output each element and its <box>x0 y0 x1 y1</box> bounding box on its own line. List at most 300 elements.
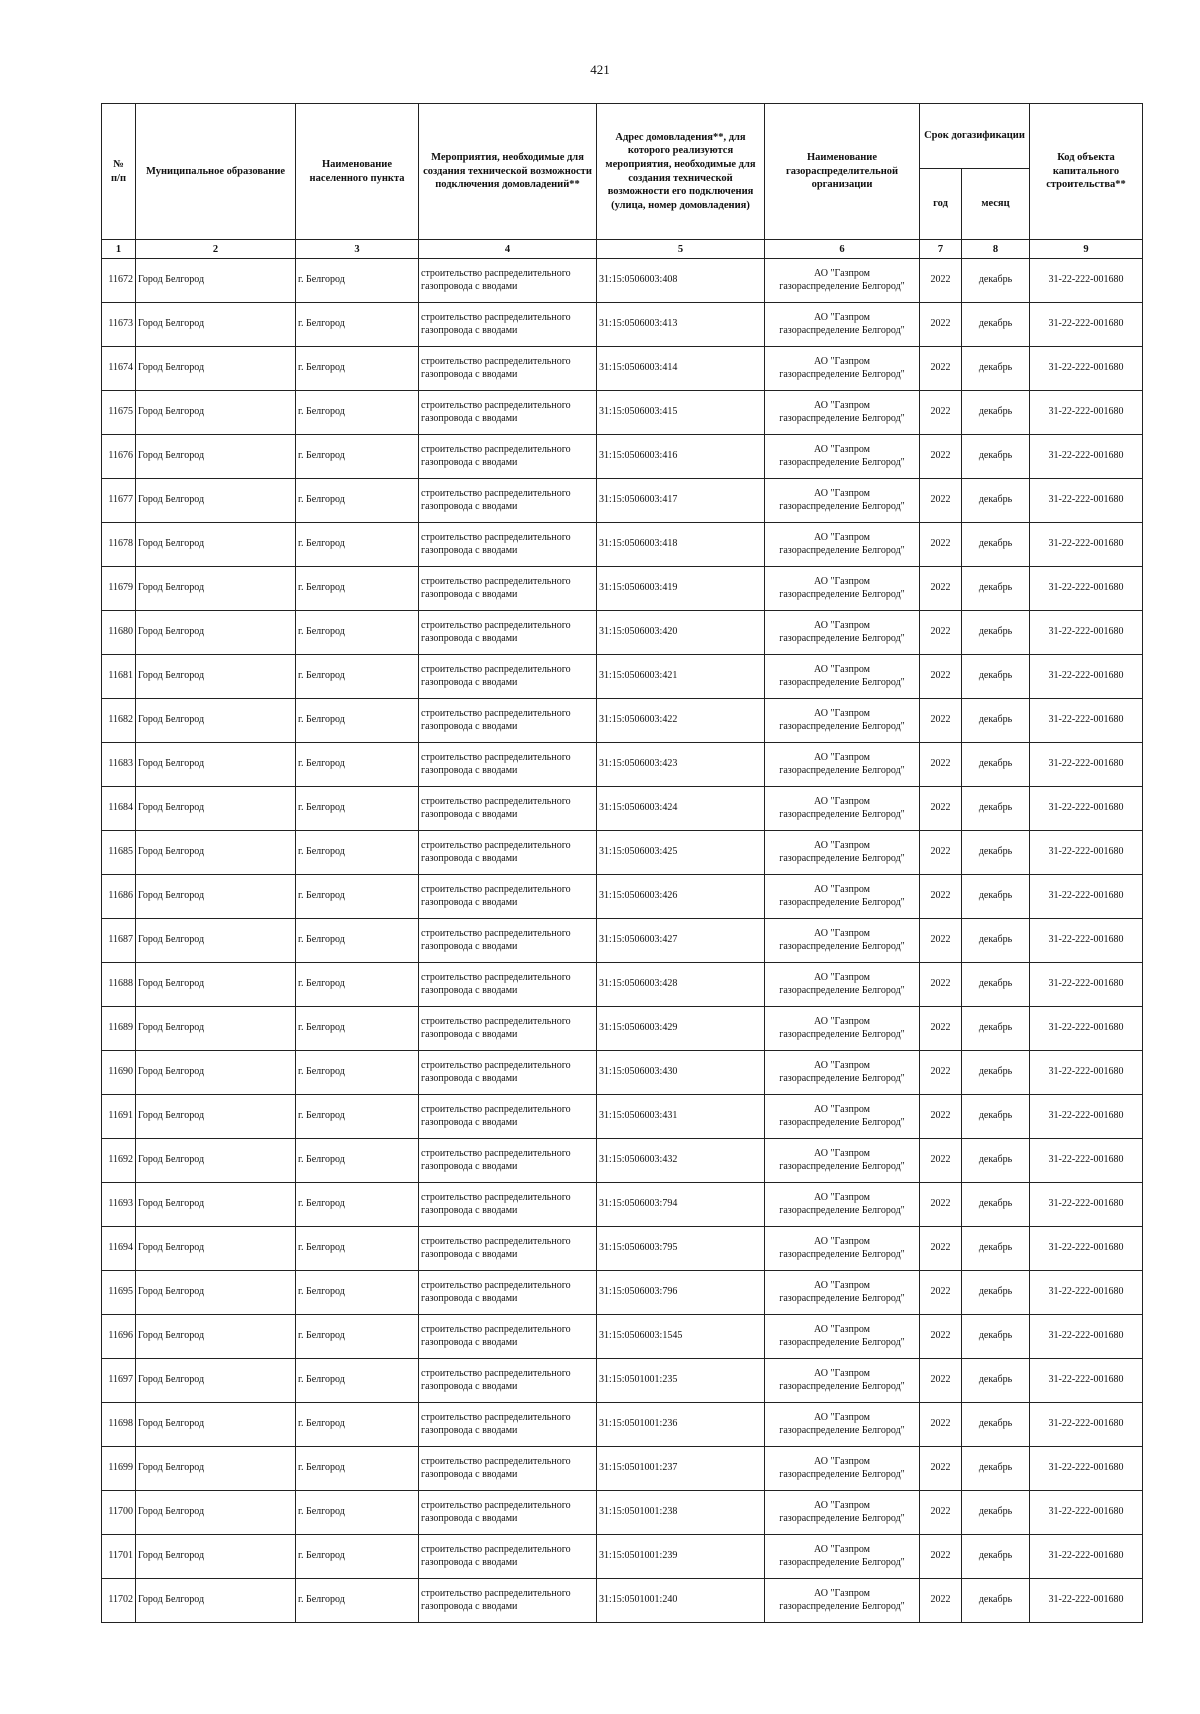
row-code: 31-22-222-001680 <box>1030 1139 1143 1183</box>
row-locality: г. Белгород <box>296 1007 419 1051</box>
row-locality: г. Белгород <box>296 435 419 479</box>
column-number: 9 <box>1030 240 1143 259</box>
column-numbers-row <box>102 240 1143 259</box>
row-code: 31-22-222-001680 <box>1030 1227 1143 1271</box>
row-measure <box>419 963 597 1007</box>
row-locality: г. Белгород <box>296 699 419 743</box>
header-month: месяц <box>962 169 1030 240</box>
row-address: 31:15:0506003:418 <box>597 523 765 567</box>
row-gas-org-line-2: газораспределение Белгород" <box>779 1160 905 1172</box>
row-measure <box>419 259 597 303</box>
row-measure-line-1: строительство распределительного <box>421 1500 571 1511</box>
row-number: 11702 <box>102 1579 136 1623</box>
row-address: 31:15:0501001:239 <box>597 1535 765 1579</box>
row-number: 11701 <box>102 1535 136 1579</box>
row-measure-line-2: газопровода с вводами <box>421 1468 518 1480</box>
row-code: 31-22-222-001680 <box>1030 787 1143 831</box>
row-gas-org <box>765 1403 920 1447</box>
row-gas-org-line-1: АО "Газпром <box>814 1500 870 1511</box>
row-month: декабрь <box>962 259 1030 303</box>
row-measure-line-1: строительство распределительного <box>421 972 571 983</box>
row-address: 31:15:0501001:235 <box>597 1359 765 1403</box>
row-number: 11697 <box>102 1359 136 1403</box>
row-month: декабрь <box>962 1227 1030 1271</box>
row-gas-org-line-1: АО "Газпром <box>814 1412 870 1423</box>
row-locality: г. Белгород <box>296 1403 419 1447</box>
row-measure-line-2: газопровода с вводами <box>421 896 518 908</box>
row-address: 31:15:0506003:419 <box>597 567 765 611</box>
row-address: 31:15:0506003:416 <box>597 435 765 479</box>
table-row <box>102 1403 1143 1447</box>
row-number: 11689 <box>102 1007 136 1051</box>
row-measure-line-1: строительство распределительного <box>421 444 571 455</box>
row-municipality: Город Белгород <box>136 1491 296 1535</box>
row-number: 11686 <box>102 875 136 919</box>
row-year: 2022 <box>920 787 962 831</box>
row-number: 11695 <box>102 1271 136 1315</box>
row-locality: г. Белгород <box>296 303 419 347</box>
row-month: декабрь <box>962 567 1030 611</box>
row-measure <box>419 875 597 919</box>
row-year: 2022 <box>920 1183 962 1227</box>
table-row <box>102 611 1143 655</box>
row-gas-org-line-1: АО "Газпром <box>814 972 870 983</box>
row-gas-org <box>765 1359 920 1403</box>
row-measure-line-2: газопровода с вводами <box>421 852 518 864</box>
row-address: 31:15:0506003:426 <box>597 875 765 919</box>
row-gas-org <box>765 1447 920 1491</box>
row-gas-org-line-2: газораспределение Белгород" <box>779 896 905 908</box>
column-number: 5 <box>597 240 765 259</box>
row-locality: г. Белгород <box>296 479 419 523</box>
row-address: 31:15:0506003:795 <box>597 1227 765 1271</box>
row-year: 2022 <box>920 919 962 963</box>
row-locality: г. Белгород <box>296 259 419 303</box>
row-month: декабрь <box>962 435 1030 479</box>
row-locality: г. Белгород <box>296 1447 419 1491</box>
table-row <box>102 831 1143 875</box>
row-gas-org-line-1: АО "Газпром <box>814 1588 870 1599</box>
table-row <box>102 655 1143 699</box>
header-code: Код объекта капитального строительства** <box>1030 104 1143 240</box>
table-row <box>102 963 1143 1007</box>
row-gas-org <box>765 1315 920 1359</box>
row-code: 31-22-222-001680 <box>1030 1183 1143 1227</box>
row-gas-org-line-2: газораспределение Белгород" <box>779 852 905 864</box>
table-row <box>102 347 1143 391</box>
row-address: 31:15:0506003:428 <box>597 963 765 1007</box>
row-gas-org-line-2: газораспределение Белгород" <box>779 1556 905 1568</box>
row-gas-org-line-2: газораспределение Белгород" <box>779 1380 905 1392</box>
row-code: 31-22-222-001680 <box>1030 1095 1143 1139</box>
row-gas-org-line-1: АО "Газпром <box>814 268 870 279</box>
row-measure-line-2: газопровода с вводами <box>421 412 518 424</box>
table-row <box>102 1007 1143 1051</box>
row-measure-line-1: строительство распределительного <box>421 400 571 411</box>
row-locality: г. Белгород <box>296 875 419 919</box>
row-month: декабрь <box>962 1315 1030 1359</box>
row-measure-line-1: строительство распределительного <box>421 312 571 323</box>
row-address: 31:15:0506003:1545 <box>597 1315 765 1359</box>
table-row <box>102 1139 1143 1183</box>
row-measure <box>419 523 597 567</box>
row-gas-org <box>765 1227 920 1271</box>
row-measure-line-2: газопровода с вводами <box>421 940 518 952</box>
row-measure <box>419 1007 597 1051</box>
row-month: декабрь <box>962 1535 1030 1579</box>
row-year: 2022 <box>920 1007 962 1051</box>
row-gas-org <box>765 1007 920 1051</box>
row-code: 31-22-222-001680 <box>1030 655 1143 699</box>
row-municipality: Город Белгород <box>136 567 296 611</box>
row-municipality: Город Белгород <box>136 787 296 831</box>
row-measure-line-2: газопровода с вводами <box>421 1204 518 1216</box>
row-measure-line-2: газопровода с вводами <box>421 1116 518 1128</box>
row-number: 11690 <box>102 1051 136 1095</box>
row-municipality: Город Белгород <box>136 1403 296 1447</box>
row-address: 31:15:0501001:236 <box>597 1403 765 1447</box>
row-municipality: Город Белгород <box>136 655 296 699</box>
row-measure <box>419 435 597 479</box>
row-gas-org-line-1: АО "Газпром <box>814 1544 870 1555</box>
row-gas-org-line-2: газораспределение Белгород" <box>779 544 905 556</box>
row-address: 31:15:0506003:414 <box>597 347 765 391</box>
row-gas-org-line-2: газораспределение Белгород" <box>779 632 905 644</box>
row-month: декабрь <box>962 1095 1030 1139</box>
row-municipality: Город Белгород <box>136 875 296 919</box>
row-address: 31:15:0506003:423 <box>597 743 765 787</box>
row-gas-org-line-2: газораспределение Белгород" <box>779 324 905 336</box>
row-measure <box>419 1227 597 1271</box>
row-measure-line-1: строительство распределительного <box>421 796 571 807</box>
row-year: 2022 <box>920 567 962 611</box>
row-year: 2022 <box>920 1403 962 1447</box>
row-number: 11678 <box>102 523 136 567</box>
row-gas-org <box>765 1535 920 1579</box>
row-code: 31-22-222-001680 <box>1030 1403 1143 1447</box>
row-gas-org-line-2: газораспределение Белгород" <box>779 500 905 512</box>
row-month: декабрь <box>962 611 1030 655</box>
table-row <box>102 479 1143 523</box>
row-measure-line-2: газопровода с вводами <box>421 1248 518 1260</box>
row-measure <box>419 1491 597 1535</box>
row-number: 11693 <box>102 1183 136 1227</box>
row-number: 11691 <box>102 1095 136 1139</box>
row-month: декабрь <box>962 347 1030 391</box>
header-num: № п/п <box>102 104 136 240</box>
row-year: 2022 <box>920 523 962 567</box>
row-measure-line-1: строительство распределительного <box>421 708 571 719</box>
row-address: 31:15:0506003:408 <box>597 259 765 303</box>
row-measure-line-2: газопровода с вводами <box>421 1600 518 1612</box>
row-gas-org <box>765 347 920 391</box>
table-row <box>102 743 1143 787</box>
row-year: 2022 <box>920 875 962 919</box>
row-year: 2022 <box>920 1139 962 1183</box>
row-municipality: Город Белгород <box>136 303 296 347</box>
row-measure <box>419 787 597 831</box>
table-body <box>102 259 1143 1623</box>
row-measure-line-2: газопровода с вводами <box>421 1556 518 1568</box>
header-locality: Наименование населенного пункта <box>296 104 419 240</box>
row-gas-org-line-2: газораспределение Белгород" <box>779 1512 905 1524</box>
row-measure-line-2: газопровода с вводами <box>421 1160 518 1172</box>
row-gas-org-line-1: АО "Газпром <box>814 664 870 675</box>
row-code: 31-22-222-001680 <box>1030 347 1143 391</box>
row-municipality: Город Белгород <box>136 1447 296 1491</box>
row-code: 31-22-222-001680 <box>1030 391 1143 435</box>
row-number: 11679 <box>102 567 136 611</box>
row-locality: г. Белгород <box>296 1491 419 1535</box>
row-municipality: Город Белгород <box>136 1579 296 1623</box>
row-municipality: Город Белгород <box>136 259 296 303</box>
row-gas-org <box>765 435 920 479</box>
row-municipality: Город Белгород <box>136 1095 296 1139</box>
row-gas-org-line-2: газораспределение Белгород" <box>779 412 905 424</box>
row-locality: г. Белгород <box>296 1139 419 1183</box>
row-year: 2022 <box>920 1447 962 1491</box>
row-code: 31-22-222-001680 <box>1030 1491 1143 1535</box>
table-row <box>102 435 1143 479</box>
row-locality: г. Белгород <box>296 919 419 963</box>
row-municipality: Город Белгород <box>136 1315 296 1359</box>
row-gas-org <box>765 479 920 523</box>
row-year: 2022 <box>920 259 962 303</box>
row-measure <box>419 347 597 391</box>
row-address: 31:15:0506003:430 <box>597 1051 765 1095</box>
row-locality: г. Белгород <box>296 523 419 567</box>
row-code: 31-22-222-001680 <box>1030 479 1143 523</box>
row-measure <box>419 1579 597 1623</box>
row-measure-line-1: строительство распределительного <box>421 576 571 587</box>
row-month: декабрь <box>962 1403 1030 1447</box>
row-number: 11673 <box>102 303 136 347</box>
row-measure <box>419 567 597 611</box>
row-measure-line-2: газопровода с вводами <box>421 1336 518 1348</box>
row-gas-org <box>765 699 920 743</box>
row-month: декабрь <box>962 655 1030 699</box>
row-measure-line-2: газопровода с вводами <box>421 1380 518 1392</box>
row-locality: г. Белгород <box>296 655 419 699</box>
row-gas-org-line-2: газораспределение Белгород" <box>779 1072 905 1084</box>
column-number: 2 <box>136 240 296 259</box>
row-address: 31:15:0506003:413 <box>597 303 765 347</box>
row-measure-line-1: строительство распределительного <box>421 1192 571 1203</box>
row-measure <box>419 479 597 523</box>
row-measure <box>419 1315 597 1359</box>
row-municipality: Город Белгород <box>136 435 296 479</box>
row-gas-org-line-1: АО "Газпром <box>814 532 870 543</box>
row-municipality: Город Белгород <box>136 743 296 787</box>
row-month: декабрь <box>962 523 1030 567</box>
row-gas-org-line-1: АО "Газпром <box>814 840 870 851</box>
row-gas-org-line-1: АО "Газпром <box>814 312 870 323</box>
row-locality: г. Белгород <box>296 1183 419 1227</box>
row-code: 31-22-222-001680 <box>1030 1447 1143 1491</box>
row-address: 31:15:0501001:240 <box>597 1579 765 1623</box>
table-row <box>102 391 1143 435</box>
row-gas-org-line-2: газораспределение Белгород" <box>779 1424 905 1436</box>
table-row <box>102 1579 1143 1623</box>
row-measure-line-2: газопровода с вводами <box>421 500 518 512</box>
row-gas-org <box>765 1491 920 1535</box>
row-gas-org-line-1: АО "Газпром <box>814 1148 870 1159</box>
row-month: декабрь <box>962 1447 1030 1491</box>
row-locality: г. Белгород <box>296 1315 419 1359</box>
row-municipality: Город Белгород <box>136 1051 296 1095</box>
page-number: 421 <box>590 62 610 77</box>
row-measure-line-1: строительство распределительного <box>421 488 571 499</box>
row-year: 2022 <box>920 655 962 699</box>
row-municipality: Город Белгород <box>136 1183 296 1227</box>
row-year: 2022 <box>920 743 962 787</box>
row-municipality: Город Белгород <box>136 1227 296 1271</box>
row-gas-org-line-2: газораспределение Белгород" <box>779 1248 905 1260</box>
row-gas-org <box>765 1183 920 1227</box>
row-measure <box>419 303 597 347</box>
row-gas-org-line-1: АО "Газпром <box>814 1236 870 1247</box>
row-address: 31:15:0506003:424 <box>597 787 765 831</box>
row-number: 11680 <box>102 611 136 655</box>
row-address: 31:15:0506003:796 <box>597 1271 765 1315</box>
row-month: декабрь <box>962 1579 1030 1623</box>
row-measure-line-2: газопровода с вводами <box>421 764 518 776</box>
row-measure-line-2: газопровода с вводами <box>421 1292 518 1304</box>
row-measure-line-1: строительство распределительного <box>421 1588 571 1599</box>
row-measure-line-1: строительство распределительного <box>421 1104 571 1115</box>
row-month: декабрь <box>962 1183 1030 1227</box>
row-measure-line-2: газопровода с вводами <box>421 720 518 732</box>
table-row <box>102 875 1143 919</box>
row-number: 11674 <box>102 347 136 391</box>
row-code: 31-22-222-001680 <box>1030 523 1143 567</box>
row-gas-org <box>765 831 920 875</box>
header-measures: Мероприятия, необходимые для создания технической возможности подключения домовладений** <box>419 104 597 240</box>
row-address: 31:15:0506003:420 <box>597 611 765 655</box>
row-number: 11677 <box>102 479 136 523</box>
row-measure-line-1: строительство распределительного <box>421 840 571 851</box>
row-year: 2022 <box>920 347 962 391</box>
row-address: 31:15:0506003:421 <box>597 655 765 699</box>
row-gas-org-line-2: газораспределение Белгород" <box>779 1468 905 1480</box>
row-measure-line-2: газопровода с вводами <box>421 1028 518 1040</box>
row-year: 2022 <box>920 1579 962 1623</box>
row-municipality: Город Белгород <box>136 1535 296 1579</box>
row-measure-line-2: газопровода с вводами <box>421 456 518 468</box>
row-measure-line-2: газопровода с вводами <box>421 808 518 820</box>
row-gas-org <box>765 523 920 567</box>
row-code: 31-22-222-001680 <box>1030 1315 1143 1359</box>
row-year: 2022 <box>920 303 962 347</box>
row-gas-org <box>765 303 920 347</box>
row-measure-line-2: газопровода с вводами <box>421 1512 518 1524</box>
row-gas-org-line-2: газораспределение Белгород" <box>779 764 905 776</box>
row-month: декабрь <box>962 391 1030 435</box>
row-measure-line-1: строительство распределительного <box>421 1236 571 1247</box>
table-row <box>102 259 1143 303</box>
row-gas-org <box>765 1139 920 1183</box>
row-measure <box>419 1535 597 1579</box>
row-locality: г. Белгород <box>296 347 419 391</box>
row-code: 31-22-222-001680 <box>1030 743 1143 787</box>
row-measure <box>419 1271 597 1315</box>
table-row <box>102 919 1143 963</box>
row-number: 11675 <box>102 391 136 435</box>
row-gas-org-line-1: АО "Газпром <box>814 796 870 807</box>
row-locality: г. Белгород <box>296 963 419 1007</box>
table-row <box>102 1227 1143 1271</box>
row-year: 2022 <box>920 831 962 875</box>
row-address: 31:15:0506003:415 <box>597 391 765 435</box>
row-code: 31-22-222-001680 <box>1030 303 1143 347</box>
row-measure <box>419 743 597 787</box>
row-gas-org-line-1: АО "Газпром <box>814 576 870 587</box>
row-gas-org-line-2: газораспределение Белгород" <box>779 1336 905 1348</box>
gasification-table <box>101 103 1143 1623</box>
row-measure-line-1: строительство распределительного <box>421 1412 571 1423</box>
row-code: 31-22-222-001680 <box>1030 1271 1143 1315</box>
row-month: декабрь <box>962 963 1030 1007</box>
row-municipality: Город Белгород <box>136 963 296 1007</box>
header-year: год <box>920 169 962 240</box>
row-measure-line-1: строительство распределительного <box>421 1060 571 1071</box>
row-address: 31:15:0501001:238 <box>597 1491 765 1535</box>
row-month: декабрь <box>962 1007 1030 1051</box>
row-municipality: Город Белгород <box>136 1007 296 1051</box>
row-year: 2022 <box>920 1315 962 1359</box>
row-gas-org <box>765 875 920 919</box>
row-number: 11683 <box>102 743 136 787</box>
row-number: 11692 <box>102 1139 136 1183</box>
column-number: 7 <box>920 240 962 259</box>
row-measure-line-1: строительство распределительного <box>421 356 571 367</box>
row-municipality: Город Белгород <box>136 831 296 875</box>
row-gas-org-line-2: газораспределение Белгород" <box>779 676 905 688</box>
row-gas-org-line-1: АО "Газпром <box>814 1368 870 1379</box>
row-year: 2022 <box>920 1227 962 1271</box>
row-gas-org-line-1: АО "Газпром <box>814 708 870 719</box>
row-gas-org <box>765 743 920 787</box>
row-month: декабрь <box>962 743 1030 787</box>
row-year: 2022 <box>920 435 962 479</box>
row-municipality: Город Белгород <box>136 1271 296 1315</box>
row-code: 31-22-222-001680 <box>1030 259 1143 303</box>
row-locality: г. Белгород <box>296 1535 419 1579</box>
row-gas-org-line-2: газораспределение Белгород" <box>779 984 905 996</box>
row-month: декабрь <box>962 699 1030 743</box>
column-number: 6 <box>765 240 920 259</box>
row-year: 2022 <box>920 699 962 743</box>
row-month: декабрь <box>962 1491 1030 1535</box>
column-number: 1 <box>102 240 136 259</box>
row-gas-org-line-1: АО "Газпром <box>814 1104 870 1115</box>
row-address: 31:15:0506003:427 <box>597 919 765 963</box>
row-gas-org-line-1: АО "Газпром <box>814 884 870 895</box>
row-gas-org <box>765 259 920 303</box>
row-number: 11696 <box>102 1315 136 1359</box>
row-gas-org <box>765 787 920 831</box>
row-month: декабрь <box>962 303 1030 347</box>
row-address: 31:15:0506003:425 <box>597 831 765 875</box>
row-measure <box>419 1139 597 1183</box>
row-address: 31:15:0506003:432 <box>597 1139 765 1183</box>
row-gas-org-line-1: АО "Газпром <box>814 620 870 631</box>
row-code: 31-22-222-001680 <box>1030 875 1143 919</box>
row-measure-line-2: газопровода с вводами <box>421 324 518 336</box>
row-measure-line-2: газопровода с вводами <box>421 1424 518 1436</box>
table-row <box>102 1447 1143 1491</box>
row-code: 31-22-222-001680 <box>1030 699 1143 743</box>
